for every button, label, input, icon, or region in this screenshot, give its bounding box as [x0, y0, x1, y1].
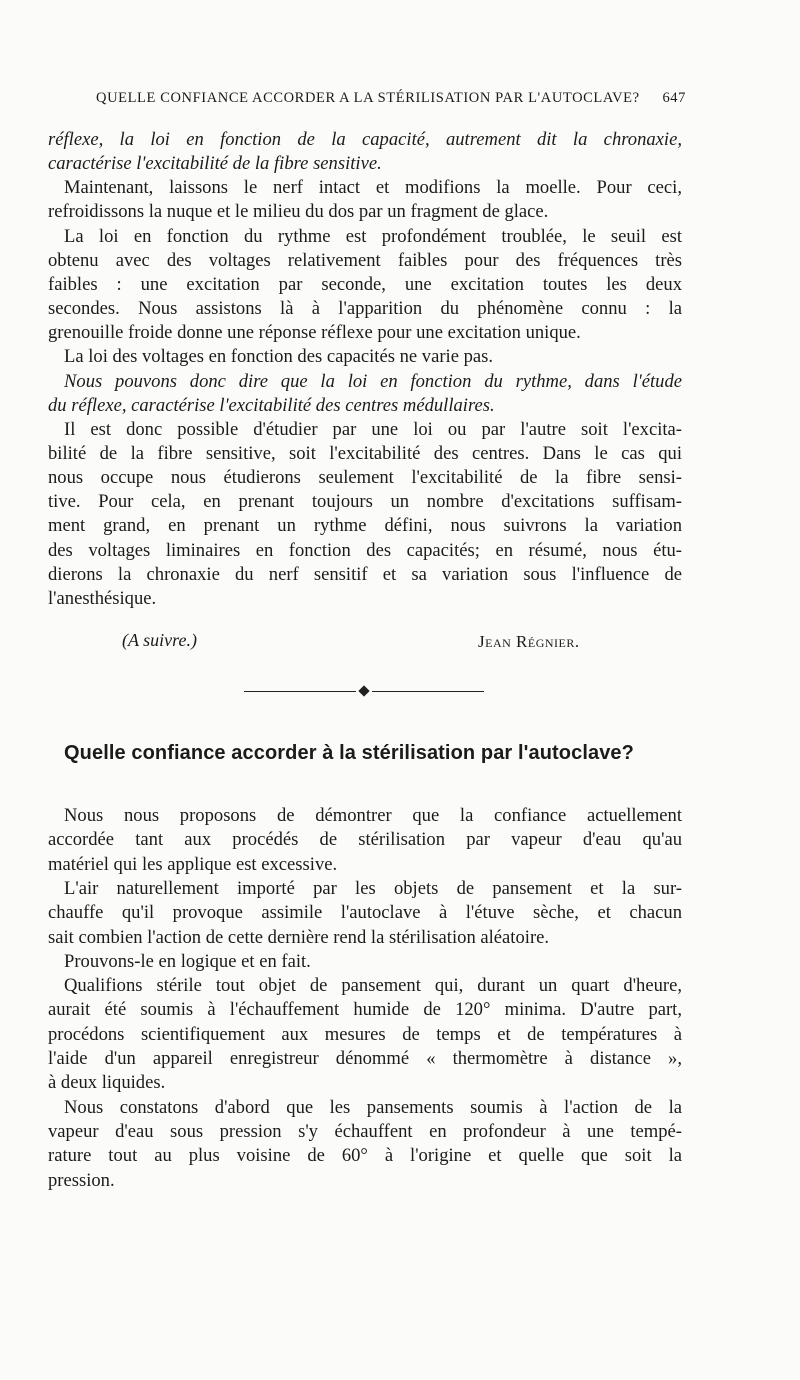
text-line: nous occupe nous étudierons seulement l'excitabilité de la fibre sensi-: [48, 467, 682, 489]
text-line: l'anesthésique.: [48, 587, 157, 609]
text-line: La loi des voltages en fonction des capacités ne varie pas.: [64, 346, 494, 368]
text-line: refroidissons la nuque et le milieu du dos par un fragment de glace.: [48, 201, 549, 223]
text-line: grenouille froide donne une réponse réflexe pour une excitation unique.: [48, 322, 581, 344]
text-line: Nous nous proposons de démontrer que la confiance actuellement: [64, 805, 682, 826]
author-signature: [478, 632, 580, 652]
text-line: réflexe, la loi en fonction de la capacité, autrement dit la chronaxie,: [48, 129, 682, 150]
author-last-name: Régnier.: [516, 632, 580, 651]
divider-diamond-icon: [358, 685, 369, 696]
page-number: 647: [662, 90, 686, 106]
text-line: rature tout au plus voisine de 60° à l'origine et quelle que soit la: [48, 1145, 682, 1167]
text-line: l'aide d'un appareil enregistreur dénommé « thermomètre à distance »,: [48, 1048, 682, 1069]
article-title: Quelle confiance accorder à la stérilisation par l'autoclave?: [64, 742, 634, 764]
to-be-continued: (A suivre.): [122, 630, 197, 650]
text-line: des voltages liminaires en fonction des capacités; en résumé, nous étu-: [48, 539, 682, 561]
text-line: ment grand, en prenant un rythme défini, nous suivrons la variation: [48, 515, 682, 537]
text-line: L'air naturellement importé par les objets de pansement et la sur-: [64, 877, 682, 899]
text-line: obtenu avec des voltages relativement faibles pour des fréquences très: [48, 249, 682, 271]
text-line: aurait été soumis à l'échauffement humide de 120° minima. D'autre part,: [48, 999, 682, 1021]
text-line: chauffe qu'il provoque assimile l'autoclave à l'étuve sèche, et chacun: [48, 902, 682, 924]
divider-rule-left: [244, 691, 356, 692]
text-line: matériel qui les applique est excessive.: [48, 853, 338, 875]
section-divider: [244, 684, 484, 700]
text-line: sait combien l'action de cette dernière rend la stérilisation aléatoire.: [48, 926, 550, 948]
text-line: Qualifions stérile tout objet de pansement qui, durant un quart d'heure,: [64, 975, 682, 997]
text-line: caractérise l'excitabilité de la fibre sensitive.: [48, 153, 382, 175]
running-head-title: QUELLE CONFIANCE ACCORDER A LA STÉRILISATION PAR L'AUTOCLAVE?: [96, 90, 640, 106]
text-line: Nous pouvons donc dire que la loi en fonction du rythme, dans l'étude: [64, 370, 682, 392]
text-line: accordée tant aux procédés de stérilisation par vapeur d'eau qu'au: [48, 829, 682, 851]
text-line: du réflexe, caractérise l'excitabilité des centres médullaires.: [48, 394, 495, 416]
text-line: pression.: [48, 1169, 115, 1191]
text-line: secondes. Nous assistons là à l'apparition du phénomène connu : la: [48, 298, 682, 320]
divider-rule-right: [372, 691, 484, 692]
author-first-name: Jean: [478, 632, 512, 651]
text-line: faibles : une excitation par seconde, une excitation toutes les deux: [48, 273, 682, 295]
text-line: vapeur d'eau sous pression s'y échauffent en profondeur à une tempé-: [48, 1120, 682, 1142]
text-line: La loi en fonction du rythme est profondément troublée, le seuil est: [64, 225, 682, 247]
text-line: Maintenant, laissons le nerf intact et modifions la moelle. Pour ceci,: [64, 177, 682, 199]
text-line: Nous constatons d'abord que les pansements soumis à l'action de la: [64, 1096, 682, 1118]
running-head: [96, 88, 686, 112]
text-line: à deux liquides.: [48, 1072, 166, 1094]
text-line: tive. Pour cela, en prenant toujours un nombre d'excitations suffisam-: [48, 491, 682, 513]
text-line: Prouvons-le en logique et en fait.: [64, 950, 311, 972]
text-line: dierons la chronaxie du nerf sensitif et sa variation sous l'influence de: [48, 563, 682, 585]
text-line: procédons scientifiquement aux mesures de temps et de températures à: [48, 1023, 682, 1045]
text-line: bilité de la fibre sensitive, soit l'excitabilité des centres. Dans le cas qui: [48, 442, 682, 464]
text-line: Il est donc possible d'étudier par une loi ou par l'autre soit l'excita-: [64, 418, 682, 440]
